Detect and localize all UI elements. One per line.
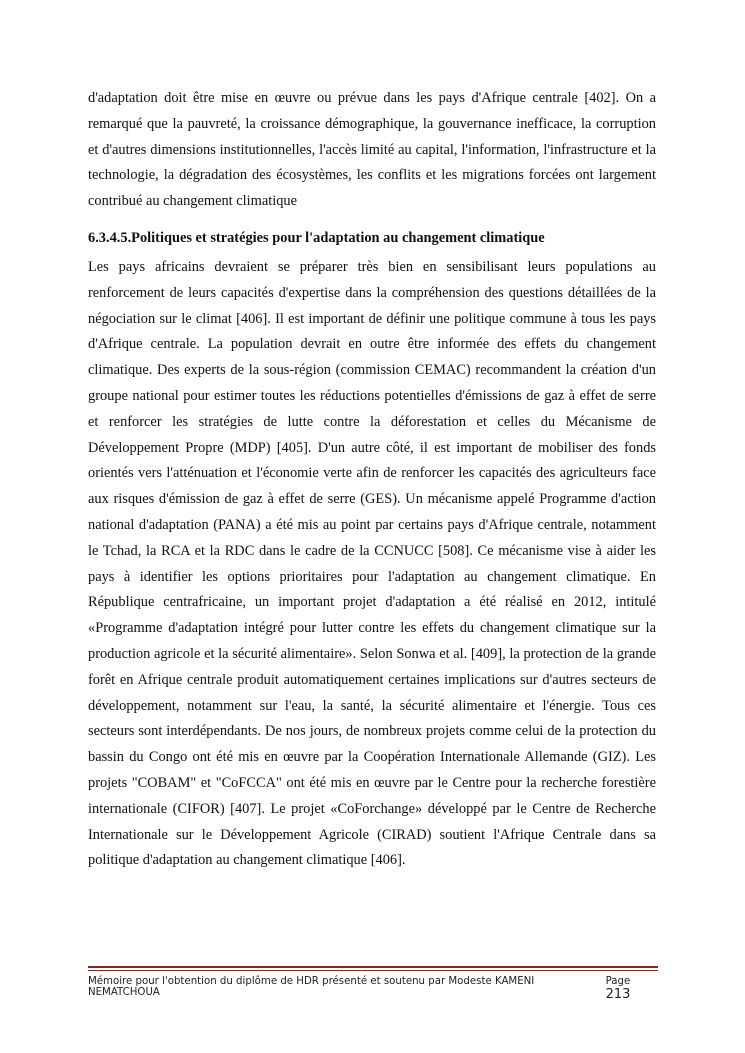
page-number: 213 [605,987,631,1002]
footer-text: Mémoire pour l'obtention du diplôme de HDR présenté et soutenu par Modeste KAMENI NEMATCHOUA [88,976,535,998]
paragraph-main: Les pays africains devraient se préparer très bien en sensibilisant leurs populations au renforcement de leurs capacités d'expertise dans la compréhension des questions détaillées de la négociation sur le climat [406]. Il est important de définir une politique commune à tous les pays d'Afrique centrale. La population devrait en outre être informée des effets du changement climatique. Des experts de la sous-région (commission CEMAC) recommandent la création d'un groupe national pour estimer toutes les réductions potentielles d'émissions de gaz à effet de serre et renforcer les stratégies de lutte contre la déforestation et celles du Mécanisme de Développement Propre (MDP) [405]. D'un autre côté, il est important de mobiliser des fonds orientés vers l'atténuation et l'économie verte afin de renforcer les capacités des agriculteurs face aux risques d'émission de gaz à effet de serre (GES). Un mécanisme appelé Programme d'action national d'adaptation (PANA) a été mis au point par certains pays d'Afrique centrale, notamment le Tchad, la RCA et la RDC dans le cadre de la CCNUCC [508]. Ce mécanisme vise à aider les pays à identifier les options prioritaires pour l'adaptation au changement climatique. En République centrafricaine, un important projet d'adaptation a été réalisé en 2012, intitulé «Programme d'adaptation intégré pour lutter contre les effets du changement climatique sur la production agricole et la sécurité alimentaire». Selon Sonwa et al. [409], la protection de la grande forêt en Afrique centrale produit automatiquement certaines implications sur d'autres secteurs de développement, notamment sur l'eau, la santé, la sécurité alimentaire et l'énergie. Tous ces secteurs sont interdépendants. De nos jours, de nombreux projets comme celui de la protection du bassin du Congo ont été mis en œuvre par la Coopération Internationale Allemande (GIZ). Les projets "COBAM" et "CoFCCA" ont été mis en œuvre par le Centre pour la recherche forestière internationale (CIFOR) [407]. Le projet «CoForchange» développé par le Centre de Recherche Internationale sur le Développement Agricole (CIRAD) soutient l'Afrique Centrale dans sa politique d'adaptation au changement climatique [406]. [88,258,656,869]
section-heading: 6.3.4.5.Politiques et stratégies pour l'adaptation au changement climatique [88,229,545,246]
page-label: Page [605,976,631,987]
page-body [88,86,656,874]
paragraph-intro: d'adaptation doit être mise en œuvre ou prévue dans les pays d'Afrique centrale [402]. On a remarqué que la pauvreté, la croissance démographique, la gouvernance inefficace, la corruption et d'autres dimensions institutionnelles, l'accès limité au capital, l'information, l'infrastructure et la technologie, la dégradation des écosystèmes, les conflits et les migrations forcées ont largement contribué au changement climatique [88,90,656,210]
footer-divider [88,966,658,971]
page-footer [88,976,658,1002]
page-number-block [606,976,658,1002]
